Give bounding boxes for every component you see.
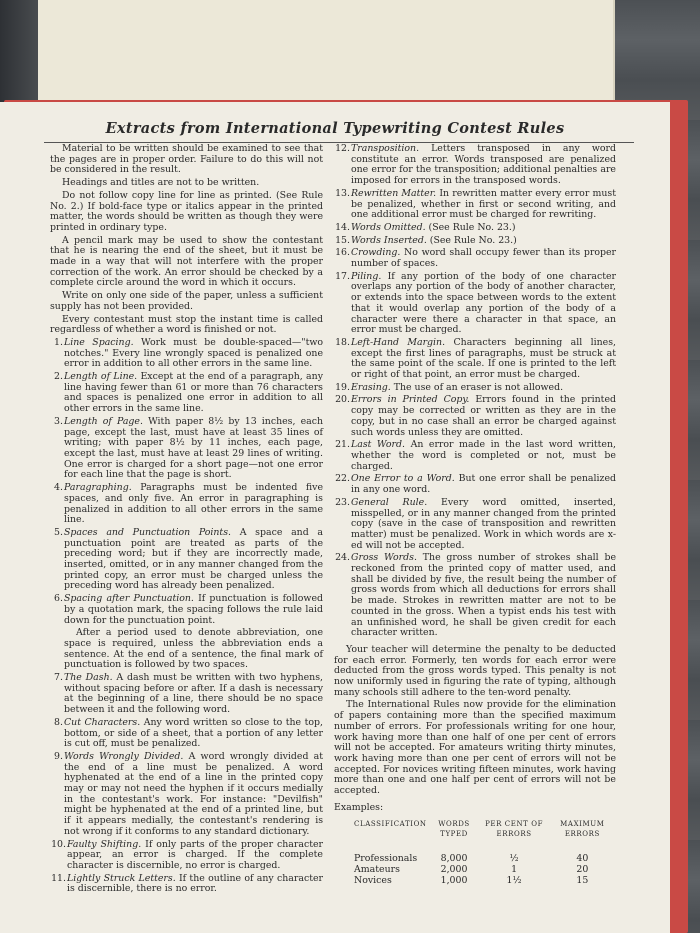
rule-text: Work must be double-spaced—"two notches." Every line wrongly spaced is penalized one error in addition to all other errors in the same line.: [64, 336, 323, 370]
page-title: Extracts from International Typewriting Contest Rules: [105, 120, 565, 137]
rule-number: 15.: [335, 234, 350, 246]
document-page: [0, 102, 670, 933]
rule-number: 14.: [335, 221, 350, 233]
intro-paragraph: Material to be written should be examined to see that the pages are in proper order. Failure to do this will not be considered in the result.: [50, 143, 323, 176]
rule-text: A space and a punctuation point are treated as parts of the preceding word; but if they are incorrectly made, inserted, omitted, or in any manner changed from the printed copy, an error must be charged unless the preceding word has already been penalized.: [64, 526, 323, 592]
rule-number: 7.: [54, 672, 63, 684]
intro-paragraph: Write on only one side of the paper, unless a sufficient supply has not been provided.: [50, 290, 323, 312]
rule-number: 16.: [335, 247, 350, 259]
closing-paragraph: The International Rules now provide for the elimination of papers containing more than the specified maximum number of errors. For professionals writing for one hour, work having more than one half of one per cent of errors will not be accepted. For amateurs writing thirty minutes, work having more than one per cent of errors will not be accepted. For novices writing fifteen minutes, work having more than one and one half per cent of errors will not be accepted.: [334, 699, 616, 797]
column-header: MAXIMUM ERRORS: [560, 820, 605, 839]
examples-label: Examples:: [334, 801, 384, 813]
table-row: [334, 875, 616, 886]
rule-text: Characters beginning all lines, except the first lines of paragraphs, must be struck at the same point of the scale. If one is printed to the left or right of that point, an error must be charged.: [351, 336, 617, 381]
rule-item: [50, 528, 323, 592]
rule-heading: Left-Hand Margin.: [351, 336, 446, 348]
rule-item: [334, 474, 616, 495]
rule-number: 3.: [54, 415, 63, 427]
rule-item: [50, 628, 323, 671]
rule-heading: Spaces and Punctuation Points.: [64, 526, 231, 538]
rule-heading: Length of Line.: [64, 371, 138, 383]
intro-paragraph: Do not follow copy line for line as printed. (See Rule No. 2.) If bold-face type or italics appear in the printed matter, the words should be written as though they were printed in ordinary type.: [50, 189, 323, 233]
table-header-row: [334, 819, 616, 853]
table-cell: Professionals: [354, 853, 418, 865]
rule-number: 8.: [54, 716, 63, 728]
table-row: [334, 853, 616, 864]
rule-number: 18.: [335, 336, 350, 348]
rule-heading: Faulty Shifting.: [67, 838, 142, 850]
rule-heading: Last Word.: [351, 439, 406, 451]
rule-number: 4.: [54, 482, 63, 494]
rule-text: Any word written so close to the top, bottom, or side of a sheet, that a portion of any letter is cut off, must be penalized.: [64, 716, 324, 750]
rule-item: [50, 874, 323, 895]
rule-item: [334, 440, 616, 472]
rule-text: Every word omitted, inserted, misspelled, or in any manner changed from the printed copy (save in the case of transposition and rewritten matter) must be penalized. Work in which words are x-ed will not be accepted.: [351, 496, 617, 551]
left-column: [50, 144, 323, 897]
rule-heading: Erasing.: [351, 381, 391, 393]
rule-item: [334, 395, 616, 438]
rule-item: [50, 718, 323, 750]
rule-text: If punctuation is followed by a quotation mark, the spacing follows the rule laid down for the punctuation point.: [64, 593, 324, 626]
rule-text: If any portion of the body of one character overlaps any portion of the body of another character, or extends into the space between words to the extent that it would overlap any portion of the body of a character were there a character in that space, an error must be charged.: [351, 270, 616, 336]
rule-heading: The Dash.: [64, 672, 113, 684]
rule-heading: Gross Words.: [351, 552, 417, 564]
rule-number: 19.: [335, 381, 350, 393]
intro-paragraph: Every contestant must stop the instant time is called regardless of whether a word is finished or not.: [50, 313, 323, 336]
rule-number: 10.: [51, 838, 66, 850]
rule-number: 6.: [54, 593, 63, 605]
rule-heading: Rewritten Matter.: [351, 187, 437, 199]
rule-heading: Paragraphing.: [64, 482, 132, 494]
column-header: CLASSIFICATION: [354, 820, 427, 829]
rule-heading: Transposition.: [351, 143, 420, 154]
rule-number: 1.: [54, 336, 63, 348]
rule-item: [334, 338, 616, 381]
examples-table: [334, 819, 616, 886]
rule-item: [50, 483, 323, 526]
rule-text: No word shall occupy fewer than its proper number of spaces.: [351, 247, 616, 270]
rule-text: If only parts of the proper character appear, an error is charged. If the complete character is discernible, no error is charged.: [67, 838, 323, 871]
rule-heading: Errors in Printed Copy.: [351, 394, 470, 406]
right-column: [334, 144, 616, 886]
rule-number: 22.: [335, 473, 350, 485]
rule-heading: Words Wrongly Divided.: [64, 750, 184, 762]
rule-text: Paragraphs must be indented five spaces, and only five. An error in paragraphing is penalized in addition to all other errors in the same line.: [64, 482, 324, 526]
rule-heading: Line Spacing.: [64, 336, 134, 348]
rule-item: [334, 144, 616, 187]
rule-text: (See Rule No. 23.): [428, 221, 516, 233]
rule-heading: One Error to a Word.: [351, 473, 455, 485]
rule-text: (See Rule No. 23.): [429, 234, 517, 246]
table-cell: 15: [576, 875, 589, 887]
rule-heading: Lightly Struck Letters.: [67, 872, 176, 884]
intro-paragraph: Headings and titles are not to be written.: [62, 177, 260, 189]
rule-heading: General Rule.: [351, 496, 428, 508]
rule-heading: Piling.: [351, 270, 382, 282]
rule-item: [334, 223, 616, 234]
rule-item: [50, 594, 323, 626]
rule-number: 13.: [335, 187, 350, 199]
rule-number: 11.: [51, 872, 66, 884]
rule-text: The use of an eraser is not allowed.: [393, 381, 564, 393]
rule-text: Except at the end of a paragraph, any line having fewer than 61 or more than 76 characters and spaces is penalized one error in addition to all other errors in the same line.: [64, 371, 323, 415]
rule-item: [334, 553, 616, 639]
rule-number: 5.: [54, 526, 63, 538]
table-row: [334, 864, 616, 875]
table-cell: ½: [509, 853, 519, 865]
table-cell: 20: [576, 864, 589, 876]
rule-item: [334, 248, 616, 269]
rule-text: But one error shall be penalized in any one word.: [351, 473, 617, 496]
rule-item: [50, 372, 323, 415]
column-header: WORDS TYPED: [438, 820, 470, 839]
table-cell: 1,000: [440, 875, 468, 887]
rule-number: 24.: [335, 552, 350, 564]
intro-paragraph: A pencil mark may be used to show the contestant that he is nearing the end of the sheet, but it must be made in a way that will not interfere with the proper correction of the work. An error should be checked by a complete circle around the word in which it occurs.: [50, 234, 323, 289]
rule-item: [334, 236, 616, 247]
rule-text: In rewritten matter every error must be penalized, whether in first or second writing, and one additional error must be charged for rewriting.: [351, 187, 616, 221]
rule-heading: Crowding.: [351, 247, 401, 259]
rule-text: Errors found in the printed copy may be corrected or written as they are in the copy, but in no case shall an error be charged against such words unless they are omitted.: [351, 394, 616, 438]
rule-heading: Cut Characters.: [64, 716, 141, 728]
rule-number: 9.: [54, 750, 63, 762]
rule-text: With paper 8½ by 13 inches, each page, except the last, must have at least 35 lines of writing; with paper 8½ by 11 inches, each page, except the last, must have at least 29 lines of writing. One error is charged for a short page—not one error for each line that the page is short.: [64, 415, 323, 481]
rule-number: 12.: [335, 143, 350, 154]
rule-number: 21.: [335, 439, 350, 451]
table-cell: Novices: [354, 875, 392, 887]
rule-text: The gross number of strokes shall be reckoned from the printed copy of matter used, and shall be divided by five, the result being the number of gross words from which all deductions for errors shall be made. Strokes in rewritten matter are not to be counted in the gross. When a typist ends his test with an unfinished word, he shall be given credit for each character written.: [351, 552, 617, 639]
rule-item: [334, 383, 616, 394]
rule-number: 23.: [335, 496, 350, 508]
rule-item: [50, 338, 323, 370]
rule-item: [334, 498, 616, 552]
closing-paragraph: Your teacher will determine the penalty to be deducted for each error. Formerly, ten words for each error were deducted from the gross words typed. This penalty is not now uniformly used in figuring the rate of typing, although many schools still adhere to the ten-word penalty.: [334, 643, 616, 698]
rule-heading: Words Inserted.: [351, 234, 427, 246]
rule-item: [50, 673, 323, 716]
table-cell: Amateurs: [354, 864, 400, 876]
rule-item: [50, 840, 323, 872]
rule-heading: Spacing after Punctuation.: [64, 593, 194, 605]
rule-text: Letters transposed in any word constitute an error. Words transposed are penalized one error for the transposition; additional penalties are imposed for errors in the transposed words.: [351, 143, 616, 187]
table-cell: 2,000: [440, 864, 468, 876]
table-cell: 1: [511, 864, 518, 876]
rule-number: 17.: [335, 270, 350, 282]
rule-heading: Length of Page.: [64, 415, 143, 427]
rule-number: 20.: [335, 394, 350, 406]
rule-text: An error made in the last word written, whether the word is completed or not, must be charged.: [351, 439, 617, 472]
table-cell: 8,000: [440, 853, 468, 865]
rule-text: A word wrongly divided at the end of a line must be penalized. A word hyphenated at the end of a line in the printed copy may or may not need the hyphen if it occurs medially in the contestant's work. For instance: "Devilfish" might be hyphenated at the end of a printed line, but if it appears medially, the contestant's rendering is not wrong if it conforms to any standard dictionary.: [64, 750, 323, 837]
rule-text: If the outline of any character is discernible, there is no error.: [67, 872, 323, 895]
table-cell: 1½: [506, 875, 522, 887]
rule-text: After a period used to denote abbreviation, one space is required, unless the abbreviation ends a sentence. At the end of a sentence, the final mark of punctuation is followed by two spaces.: [64, 627, 323, 671]
rule-item: [50, 752, 323, 838]
rule-heading: Words Omitted.: [351, 221, 426, 233]
rule-item: [334, 272, 616, 336]
column-header: PER CENT OF ERRORS: [485, 820, 544, 839]
rule-item: [334, 189, 616, 221]
back-page: [38, 0, 615, 112]
rule-text: A dash must be written with two hyphens, without spacing before or after. If a dash is necessary at the beginning of a line, there should be no space between it and the following word.: [64, 672, 323, 716]
table-cell: 40: [576, 853, 589, 865]
rule-number: 2.: [54, 371, 63, 383]
rule-item: [50, 417, 323, 481]
